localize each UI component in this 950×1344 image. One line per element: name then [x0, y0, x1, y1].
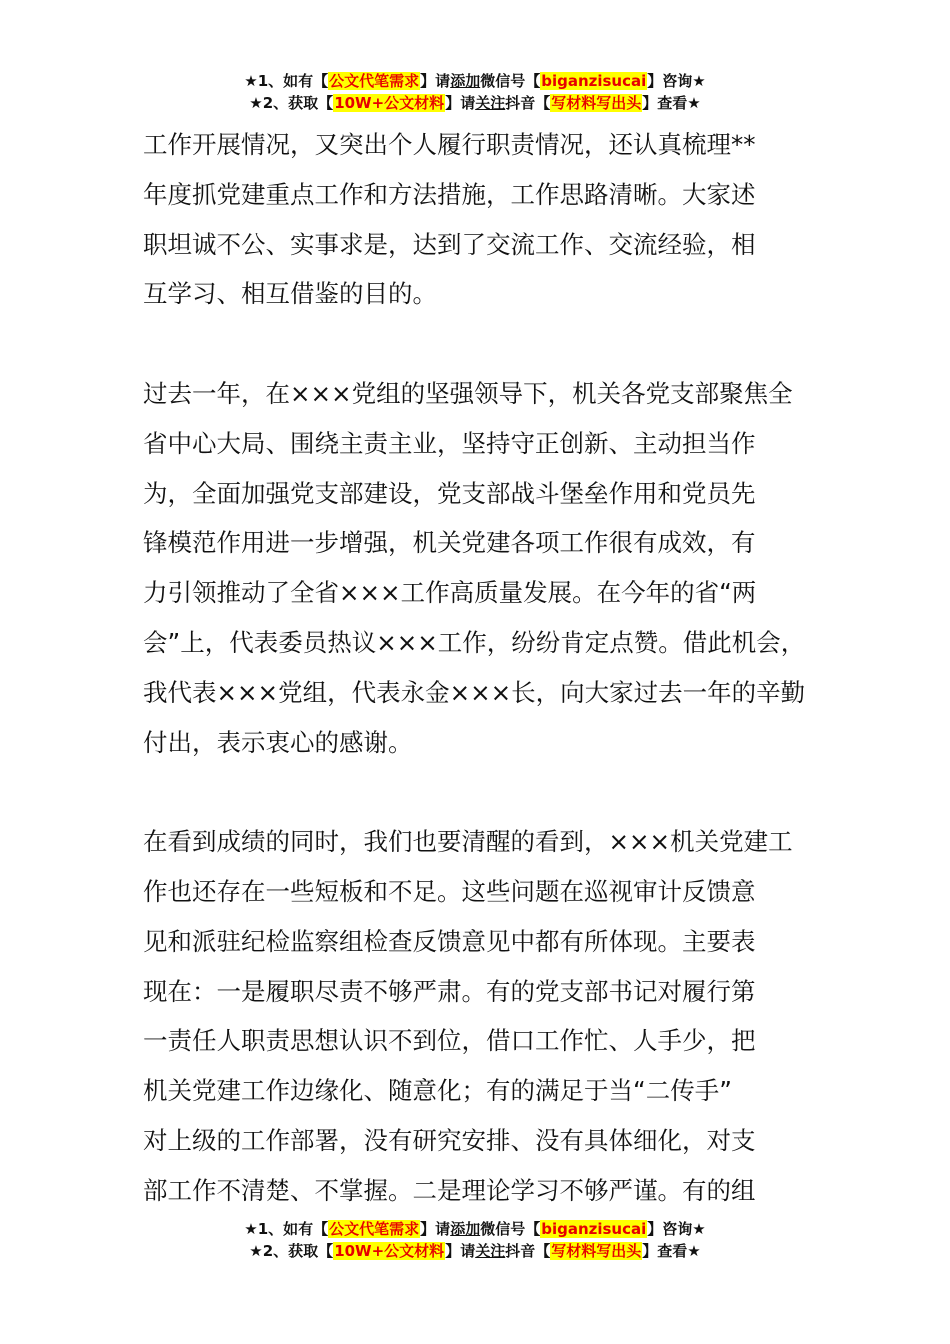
promo-line-2 — [0, 1240, 950, 1262]
promo-highlight-douyin-account: 写材料写出头 — [551, 94, 642, 112]
text-line: 年度抓党建重点工作和方法措施，工作思路清晰。大家述 — [143, 179, 756, 209]
promo-underlined-text: 添加 — [450, 1220, 481, 1238]
document-body — [143, 120, 823, 1216]
paragraph-spacer — [143, 319, 823, 369]
text-line: 付出，表示衷心的感谢。 — [143, 727, 413, 757]
promo-text: 】咨询★ — [647, 72, 706, 90]
promo-underlined-text: 关注 — [475, 94, 506, 112]
paragraph-1 — [143, 120, 823, 319]
promo-text: 抖音【 — [505, 1242, 551, 1260]
promo-text: ★1、如有【 — [244, 72, 329, 90]
promo-text: ★1、如有【 — [244, 1220, 329, 1238]
promo-text: 】请 — [445, 94, 476, 112]
promo-highlight-writing-service: 公文代笔需求 — [329, 1220, 420, 1238]
promo-underlined-text: 关注 — [475, 1242, 506, 1260]
promo-text: ★2、获取【 — [249, 94, 334, 112]
text-line: 我代表×××党组，代表永金×××长，向大家过去一年的辛勤 — [143, 677, 806, 707]
promo-highlight-writing-service: 公文代笔需求 — [329, 72, 420, 90]
text-line: 部工作不清楚、不掌握。二是理论学习不够严谨。有的组 — [143, 1175, 756, 1205]
promo-text: ★2、获取【 — [249, 1242, 334, 1260]
text-line: 见和派驻纪检监察组检查反馈意见中都有所体现。主要表 — [143, 926, 756, 956]
promo-text: 微信号【 — [480, 1220, 541, 1238]
text-line: 互学习、相互借鉴的目的。 — [143, 279, 437, 309]
text-line: 在看到成绩的同时，我们也要清醒的看到，×××机关党建工 — [143, 827, 793, 857]
paragraph-spacer — [143, 767, 823, 817]
text-line: 工作开展情况，又突出个人履行职责情况，还认真梳理** — [143, 130, 756, 159]
paragraph-2 — [143, 369, 823, 767]
promo-highlight-materials: 10W+公文材料 — [334, 94, 445, 112]
promo-text: 抖音【 — [505, 94, 551, 112]
text-line: 为，全面加强党支部建设，党支部战斗堡垒作用和党员先 — [143, 478, 756, 508]
promo-line-1 — [0, 1218, 950, 1240]
promo-text: 】请 — [420, 1220, 451, 1238]
text-line: 现在：一是履职尽责不够严肃。有的党支部书记对履行第 — [143, 976, 756, 1006]
text-line: 对上级的工作部署，没有研究安排、没有具体细化，对支 — [143, 1125, 756, 1155]
text-line: 职坦诚不公、实事求是，达到了交流工作、交流经验，相 — [143, 229, 756, 259]
promo-text: 】请 — [445, 1242, 476, 1260]
promo-banner-bottom — [0, 1218, 950, 1262]
promo-highlight-douyin-account: 写材料写出头 — [551, 1242, 642, 1260]
promo-banner-top — [0, 70, 950, 114]
text-line: 省中心大局、围绕主责主业，坚持守正创新、主动担当作 — [143, 428, 756, 458]
text-line: 一责任人职责思想认识不到位，借口工作忙、人手少，把 — [143, 1026, 756, 1056]
promo-highlight-wechat-id: biganzisucai — [541, 1220, 647, 1238]
promo-text: 】咨询★ — [647, 1220, 706, 1238]
promo-text: 微信号【 — [480, 72, 541, 90]
text-line: 过去一年，在×××党组的坚强领导下，机关各党支部聚焦全 — [143, 378, 793, 408]
text-line: 机关党建工作边缘化、随意化；有的满足于当“二传手” — [143, 1076, 732, 1106]
promo-highlight-wechat-id: biganzisucai — [541, 72, 647, 90]
text-line: 力引领推动了全省×××工作高质量发展。在今年的省“两 — [143, 578, 757, 608]
promo-text: 】请 — [420, 72, 451, 90]
promo-highlight-materials: 10W+公文材料 — [334, 1242, 445, 1260]
promo-line-1 — [0, 70, 950, 92]
text-line: 会”上，代表委员热议×××工作，纷纷肯定点赞。借此机会， — [143, 627, 806, 657]
promo-text: 】查看★ — [642, 1242, 701, 1260]
promo-line-2 — [0, 92, 950, 114]
promo-underlined-text: 添加 — [450, 72, 481, 90]
paragraph-3 — [143, 817, 823, 1215]
text-line: 作也还存在一些短板和不足。这些问题在巡视审计反馈意 — [143, 876, 756, 906]
text-line: 锋模范作用进一步增强，机关党建各项工作很有成效，有 — [143, 528, 756, 558]
promo-text: 】查看★ — [642, 94, 701, 112]
